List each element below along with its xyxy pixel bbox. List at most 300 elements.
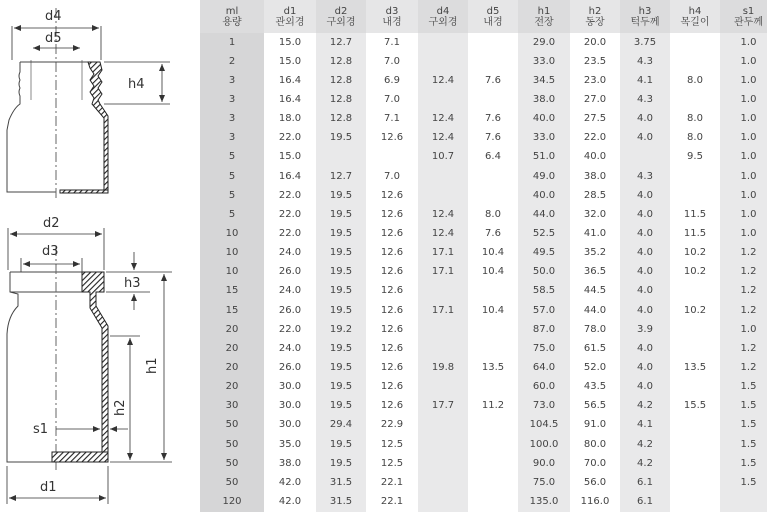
cell-d4: [418, 378, 468, 397]
cell-d2: 19.5: [316, 263, 366, 282]
cell-d1: 42.0: [264, 492, 316, 511]
table-row: [200, 71, 767, 90]
cell-h2: 23.5: [570, 52, 620, 71]
cell-d1: 16.4: [264, 71, 316, 90]
cell-h2: 52.0: [570, 358, 620, 377]
column-name: 관두께: [734, 16, 763, 28]
cell-s1: 1.0: [720, 71, 767, 90]
cell-h3: 4.0: [620, 129, 670, 148]
cell-h3: 6.1: [620, 492, 670, 511]
cell-h4: [670, 378, 720, 397]
cell-h2: 116.0: [570, 492, 620, 511]
cell-d1: 24.0: [264, 339, 316, 358]
cell-h4: 11.5: [670, 224, 720, 243]
cell-h2: 56.0: [570, 473, 620, 492]
cell-d5: [468, 52, 518, 71]
cell-s1: 1.2: [720, 301, 767, 320]
cell-h4: 8.0: [670, 71, 720, 90]
cell-d4: 17.1: [418, 263, 468, 282]
cell-d4: 17.7: [418, 397, 468, 416]
cell-h1: 100.0: [518, 435, 570, 454]
table-row: [200, 282, 767, 301]
cell-h2: 91.0: [570, 416, 620, 435]
cell-ml: 30: [200, 397, 264, 416]
cell-h1: 34.5: [518, 71, 570, 90]
cell-h1: 75.0: [518, 473, 570, 492]
cell-d4: [418, 473, 468, 492]
cell-d4: 12.4: [418, 205, 468, 224]
column-name: 목길이: [680, 16, 710, 28]
cell-d2: 19.5: [316, 224, 366, 243]
table-row: [200, 110, 767, 129]
cell-ml: 50: [200, 435, 264, 454]
cell-d5: 8.0: [468, 205, 518, 224]
cell-d2: [316, 148, 366, 167]
cell-ml: 5: [200, 205, 264, 224]
cell-d1: 22.0: [264, 320, 316, 339]
cell-s1: 1.0: [720, 129, 767, 148]
cell-d2: 19.5: [316, 339, 366, 358]
column-header-ml: [200, 0, 264, 33]
table-row: [200, 473, 767, 492]
cell-d3: 12.6: [366, 320, 418, 339]
cell-h2: 38.0: [570, 167, 620, 186]
cell-ml: 15: [200, 282, 264, 301]
cell-d1: 22.0: [264, 186, 316, 205]
cell-h2: 78.0: [570, 320, 620, 339]
cell-ml: 20: [200, 358, 264, 377]
cell-h3: 4.3: [620, 167, 670, 186]
cell-d1: 24.0: [264, 244, 316, 263]
cell-ml: 20: [200, 378, 264, 397]
cell-h3: 3.75: [620, 33, 670, 52]
cell-h3: [620, 148, 670, 167]
label-h3: h3: [124, 276, 141, 291]
column-header-h1: [518, 0, 570, 33]
cell-d3: 7.1: [366, 33, 418, 52]
cell-d4: 17.1: [418, 301, 468, 320]
cell-d2: 19.5: [316, 378, 366, 397]
table-row: [200, 244, 767, 263]
cell-h4: [670, 52, 720, 71]
cell-ml: 3: [200, 71, 264, 90]
cell-d5: 7.6: [468, 71, 518, 90]
table-row: [200, 186, 767, 205]
cell-h4: [670, 90, 720, 109]
table-row: [200, 167, 767, 186]
cell-h2: 44.5: [570, 282, 620, 301]
cell-s1: [720, 492, 767, 511]
column-name: 구외경: [326, 16, 356, 28]
cell-h2: 32.0: [570, 205, 620, 224]
cell-d2: 19.5: [316, 205, 366, 224]
table-row: [200, 435, 767, 454]
d1-dimension: [7, 466, 108, 504]
cell-d4: [418, 167, 468, 186]
cell-ml: 5: [200, 148, 264, 167]
column-code: d1: [283, 5, 297, 17]
cell-ml: 1: [200, 33, 264, 52]
table-row: [200, 90, 767, 109]
cell-d2: 19.5: [316, 186, 366, 205]
cell-d2: 19.5: [316, 358, 366, 377]
column-code: d5: [486, 5, 500, 17]
cell-d5: [468, 416, 518, 435]
cell-h3: 3.9: [620, 320, 670, 339]
cell-ml: 3: [200, 110, 264, 129]
cell-d4: 19.8: [418, 358, 468, 377]
column-header-d1: [264, 0, 316, 33]
cell-s1: 1.2: [720, 339, 767, 358]
table-body: [200, 33, 767, 512]
cell-s1: 1.2: [720, 282, 767, 301]
cell-d4: [418, 492, 468, 511]
cell-h3: 4.0: [620, 205, 670, 224]
cell-ml: 20: [200, 320, 264, 339]
cell-d5: 7.6: [468, 224, 518, 243]
cell-d2: 12.8: [316, 71, 366, 90]
cell-d3: 12.6: [366, 263, 418, 282]
cell-h1: 38.0: [518, 90, 570, 109]
cell-d5: [468, 320, 518, 339]
cell-d1: 30.0: [264, 378, 316, 397]
cell-d5: [468, 167, 518, 186]
cell-h4: 15.5: [670, 397, 720, 416]
cell-h2: 40.0: [570, 148, 620, 167]
column-name: 내경: [382, 16, 402, 28]
cell-s1: 1.0: [720, 90, 767, 109]
cell-h2: 20.0: [570, 33, 620, 52]
cell-d3: 12.6: [366, 224, 418, 243]
cell-d4: 10.7: [418, 148, 468, 167]
cell-d4: [418, 339, 468, 358]
column-header-s1: [720, 0, 767, 33]
cell-ml: 3: [200, 90, 264, 109]
cell-d4: 17.1: [418, 244, 468, 263]
cell-d5: 7.6: [468, 129, 518, 148]
cell-h2: 27.5: [570, 110, 620, 129]
column-code: h4: [688, 5, 702, 17]
cell-s1: 1.5: [720, 473, 767, 492]
cell-h3: 4.0: [620, 358, 670, 377]
cell-h4: [670, 435, 720, 454]
label-h2: h2: [113, 399, 128, 416]
cell-d4: 12.4: [418, 71, 468, 90]
cell-h4: [670, 186, 720, 205]
cell-d2: 19.5: [316, 244, 366, 263]
column-code: h1: [537, 5, 551, 17]
cell-d5: [468, 378, 518, 397]
cell-d1: 26.0: [264, 358, 316, 377]
column-header-h2: [570, 0, 620, 33]
cell-d4: 12.4: [418, 110, 468, 129]
column-code: d4: [436, 5, 450, 17]
cell-d2: 19.5: [316, 129, 366, 148]
cell-h4: 11.5: [670, 205, 720, 224]
cell-d1: 26.0: [264, 263, 316, 282]
column-name: 전장: [534, 16, 554, 28]
cell-d3: 12.6: [366, 301, 418, 320]
cell-d1: 18.0: [264, 110, 316, 129]
vial-spec-table: [200, 0, 767, 510]
cell-ml: 120: [200, 492, 264, 511]
cell-h2: 22.0: [570, 129, 620, 148]
cell-d5: 6.4: [468, 148, 518, 167]
cell-d1: 22.0: [264, 129, 316, 148]
column-name: 내경: [483, 16, 503, 28]
table-row: [200, 492, 767, 511]
column-name: 관외경: [275, 16, 305, 28]
cell-d3: 22.1: [366, 473, 418, 492]
cell-d2: 12.8: [316, 52, 366, 71]
cell-d5: 10.4: [468, 263, 518, 282]
cell-h1: 40.0: [518, 186, 570, 205]
column-header-d2: [316, 0, 366, 33]
cell-d5: [468, 492, 518, 511]
cell-d3: 7.1: [366, 110, 418, 129]
cell-s1: 1.5: [720, 435, 767, 454]
cell-h2: 56.5: [570, 397, 620, 416]
column-name: 턱두께: [630, 16, 660, 28]
label-d1: d1: [40, 480, 57, 495]
cell-h4: 8.0: [670, 129, 720, 148]
cell-d3: 12.5: [366, 435, 418, 454]
label-d2: d2: [43, 216, 60, 231]
cell-d1: 30.0: [264, 416, 316, 435]
cell-d1: 16.4: [264, 90, 316, 109]
cell-h4: [670, 339, 720, 358]
table-row: [200, 378, 767, 397]
cell-h3: 4.0: [620, 244, 670, 263]
cell-d1: 35.0: [264, 435, 316, 454]
cell-d1: 38.0: [264, 454, 316, 473]
cell-ml: 15: [200, 301, 264, 320]
cell-h2: 80.0: [570, 435, 620, 454]
cell-s1: 1.5: [720, 454, 767, 473]
cell-d1: 16.4: [264, 167, 316, 186]
table-row: [200, 52, 767, 71]
cell-h1: 33.0: [518, 52, 570, 71]
table-row: [200, 358, 767, 377]
column-code: ml: [225, 5, 239, 17]
cell-h1: 90.0: [518, 454, 570, 473]
column-code: h2: [588, 5, 602, 17]
cell-h2: 43.5: [570, 378, 620, 397]
column-header-h4: [670, 0, 720, 33]
cell-h4: [670, 320, 720, 339]
cell-d1: 22.0: [264, 205, 316, 224]
cell-d1: 15.0: [264, 52, 316, 71]
column-header-h3: [620, 0, 670, 33]
cell-s1: 1.2: [720, 263, 767, 282]
cell-h1: 40.0: [518, 110, 570, 129]
cell-d3: 12.6: [366, 282, 418, 301]
cell-s1: 1.2: [720, 244, 767, 263]
cell-h1: 49.0: [518, 167, 570, 186]
cell-s1: 1.0: [720, 110, 767, 129]
cell-h4: 10.2: [670, 263, 720, 282]
cell-h4: 10.2: [670, 244, 720, 263]
cell-d5: [468, 454, 518, 473]
cell-d2: 12.7: [316, 167, 366, 186]
column-header-d3: [366, 0, 418, 33]
cell-h3: 6.1: [620, 473, 670, 492]
cell-h2: 27.0: [570, 90, 620, 109]
cell-h4: [670, 282, 720, 301]
h2-dimension: [110, 336, 140, 460]
cell-d1: 24.0: [264, 282, 316, 301]
column-name: 구외경: [428, 16, 458, 28]
cell-ml: 2: [200, 52, 264, 71]
cell-h1: 51.0: [518, 148, 570, 167]
cell-s1: 1.5: [720, 378, 767, 397]
crimp-vial-drawing: [7, 246, 108, 470]
cell-d3: 12.5: [366, 454, 418, 473]
cell-s1: 1.0: [720, 33, 767, 52]
cell-h1: 60.0: [518, 378, 570, 397]
cell-h4: 13.5: [670, 358, 720, 377]
cell-h3: 4.2: [620, 454, 670, 473]
cell-s1: 1.0: [720, 52, 767, 71]
table-row: [200, 224, 767, 243]
cell-d3: 12.6: [366, 397, 418, 416]
column-name: 동장: [585, 16, 605, 28]
cell-h3: 4.0: [620, 224, 670, 243]
label-d4: d4: [45, 9, 62, 24]
column-code: d3: [385, 5, 399, 17]
cell-ml: 20: [200, 339, 264, 358]
cell-d5: [468, 33, 518, 52]
vial-dimension-diagram: [0, 0, 200, 510]
cell-d4: 12.4: [418, 129, 468, 148]
cell-d3: 7.0: [366, 90, 418, 109]
cell-d3: 12.6: [366, 339, 418, 358]
table-row: [200, 320, 767, 339]
cell-h1: 58.5: [518, 282, 570, 301]
cell-ml: 10: [200, 224, 264, 243]
label-d5: d5: [45, 31, 62, 46]
cell-d5: 10.4: [468, 244, 518, 263]
cell-d4: [418, 90, 468, 109]
cell-h4: [670, 473, 720, 492]
cell-d3: 12.6: [366, 244, 418, 263]
cell-ml: 50: [200, 454, 264, 473]
cell-d2: 19.5: [316, 454, 366, 473]
cell-d2: 19.5: [316, 397, 366, 416]
cell-h2: 36.5: [570, 263, 620, 282]
column-code: d2: [334, 5, 348, 17]
cell-h4: [670, 33, 720, 52]
cell-d1: 15.0: [264, 33, 316, 52]
cell-h4: [670, 454, 720, 473]
cell-h3: 4.0: [620, 110, 670, 129]
cell-d4: [418, 33, 468, 52]
cell-h2: 28.5: [570, 186, 620, 205]
cell-h2: 44.0: [570, 301, 620, 320]
cell-h1: 44.0: [518, 205, 570, 224]
cell-d5: [468, 186, 518, 205]
cell-h1: 52.5: [518, 224, 570, 243]
cell-d1: 26.0: [264, 301, 316, 320]
d3-dimension: [21, 258, 82, 272]
cell-h1: 29.0: [518, 33, 570, 52]
table-row: [200, 263, 767, 282]
column-code: h3: [638, 5, 652, 17]
cell-ml: 50: [200, 416, 264, 435]
cell-d5: 13.5: [468, 358, 518, 377]
cell-h3: 4.0: [620, 263, 670, 282]
table-header-row: [200, 0, 767, 33]
table-row: [200, 416, 767, 435]
cell-h3: 4.0: [620, 378, 670, 397]
cell-h1: 87.0: [518, 320, 570, 339]
cell-d4: [418, 282, 468, 301]
table-row: [200, 339, 767, 358]
label-h4: h4: [128, 77, 145, 92]
cell-h3: 4.1: [620, 71, 670, 90]
cell-h1: 49.5: [518, 244, 570, 263]
cell-d1: 15.0: [264, 148, 316, 167]
column-header-d5: [468, 0, 518, 33]
cell-h4: [670, 492, 720, 511]
cell-d4: [418, 52, 468, 71]
cell-s1: 1.5: [720, 416, 767, 435]
cell-d5: 11.2: [468, 397, 518, 416]
cell-d2: 31.5: [316, 473, 366, 492]
cell-d2: 19.5: [316, 435, 366, 454]
cell-d3: 12.6: [366, 378, 418, 397]
cell-d5: [468, 473, 518, 492]
cell-d4: [418, 186, 468, 205]
cell-d1: 30.0: [264, 397, 316, 416]
cell-h3: 4.2: [620, 397, 670, 416]
cell-h1: 50.0: [518, 263, 570, 282]
cell-d2: 19.2: [316, 320, 366, 339]
cell-h1: 57.0: [518, 301, 570, 320]
cell-s1: 1.0: [720, 167, 767, 186]
cell-d3: 12.6: [366, 205, 418, 224]
table-row: [200, 129, 767, 148]
cell-d2: 12.8: [316, 110, 366, 129]
cell-h1: 75.0: [518, 339, 570, 358]
cell-d3: 22.1: [366, 492, 418, 511]
cell-h4: 8.0: [670, 110, 720, 129]
table-row: [200, 205, 767, 224]
cell-d4: [418, 416, 468, 435]
cell-s1: 1.0: [720, 205, 767, 224]
cell-d2: 19.5: [316, 282, 366, 301]
cell-h3: 4.3: [620, 52, 670, 71]
table-row: [200, 454, 767, 473]
table-row: [200, 148, 767, 167]
cell-d5: 7.6: [468, 110, 518, 129]
cell-h2: 35.2: [570, 244, 620, 263]
table-row: [200, 397, 767, 416]
cell-h3: 4.2: [620, 435, 670, 454]
cell-d3: 12.6: [366, 358, 418, 377]
cell-d5: 10.4: [468, 301, 518, 320]
cell-h2: 41.0: [570, 224, 620, 243]
cell-h3: 4.1: [620, 416, 670, 435]
cell-h1: 135.0: [518, 492, 570, 511]
cell-d3: 7.0: [366, 167, 418, 186]
cell-d3: 7.0: [366, 52, 418, 71]
cell-ml: 5: [200, 186, 264, 205]
cell-ml: 5: [200, 167, 264, 186]
column-header-d4: [418, 0, 468, 33]
cell-d3: 22.9: [366, 416, 418, 435]
cell-s1: 1.0: [720, 224, 767, 243]
